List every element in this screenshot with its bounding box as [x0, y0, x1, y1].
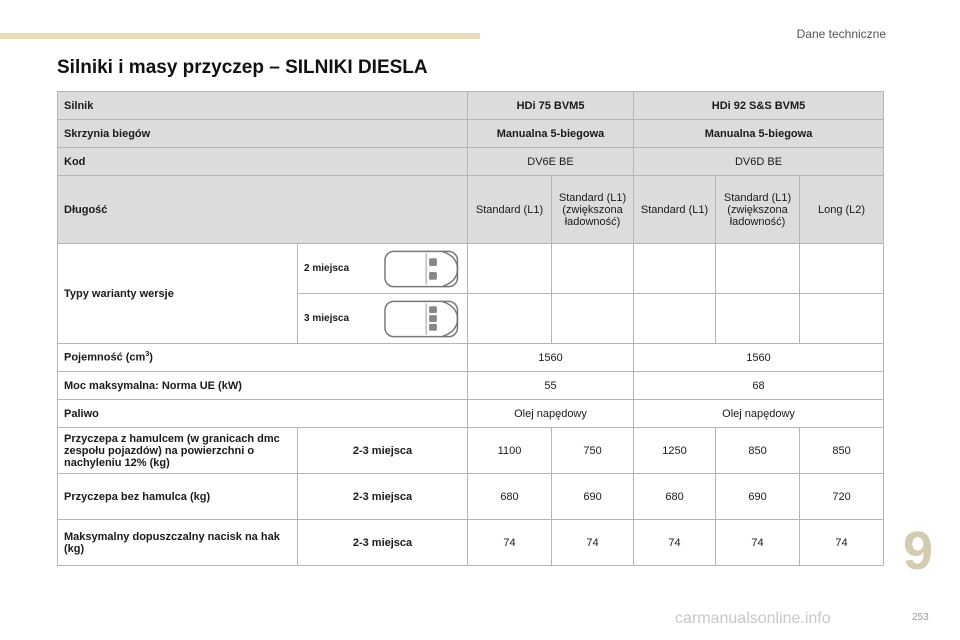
code-col2: DV6D BE	[634, 148, 884, 176]
row-sublabel: 2-3 miejsca	[298, 428, 468, 474]
section-name: Dane techniczne	[796, 27, 886, 41]
van-3-seats-icon	[383, 298, 461, 340]
variant-cell	[468, 294, 552, 344]
page-title: Silniki i masy przyczep – SILNIKI DIESLA	[57, 57, 428, 78]
chapter-number: 9	[903, 521, 934, 581]
nose-value: 74	[800, 520, 884, 566]
length-value: Standard (L1) (zwiększona ładowność)	[716, 176, 800, 244]
fuel-col2: Olej napędowy	[634, 400, 884, 428]
unbraked-value: 690	[552, 474, 634, 520]
unbraked-value: 680	[468, 474, 552, 520]
power-col2: 68	[634, 372, 884, 400]
table-row-capacity	[58, 344, 884, 372]
variant-cell	[800, 244, 884, 294]
row-label: Pojemność $(cm^3)$	[58, 344, 468, 372]
braked-value: 850	[716, 428, 800, 474]
unbraked-value: 680	[634, 474, 716, 520]
variant-cell	[552, 244, 634, 294]
braked-value: 750	[552, 428, 634, 474]
braked-value: 850	[800, 428, 884, 474]
table-row-braked-trailer	[58, 428, 884, 474]
row-sublabel: 2-3 miejsca	[298, 474, 468, 520]
code-col1: DV6E BE	[468, 148, 634, 176]
capacity-col1: 1560	[468, 344, 634, 372]
nose-value: 74	[468, 520, 552, 566]
watermark: carmanualsonline.info	[675, 610, 831, 627]
van-2-seats-icon	[383, 248, 461, 290]
braked-value: 1250	[634, 428, 716, 474]
variant-cell	[468, 244, 552, 294]
table-row-unbraked-trailer	[58, 474, 884, 520]
variant-cell	[552, 294, 634, 344]
table-row-length	[58, 176, 884, 244]
capacity-col2: 1560	[634, 344, 884, 372]
nose-value: 74	[716, 520, 800, 566]
gearbox-col1: Manualna 5-biegowa	[468, 120, 634, 148]
nose-value: 74	[634, 520, 716, 566]
row-sublabel: 2-3 miejsca	[298, 520, 468, 566]
engine-col2: HDi 92 S&S BVM5	[634, 92, 884, 120]
braked-value: 1100	[468, 428, 552, 474]
row-label: Silnik	[58, 92, 468, 120]
row-label: Przyczepa bez hamulca (kg)	[58, 474, 298, 520]
seats-3-label: 3 miejsca	[304, 313, 350, 324]
table-row-variants-2	[58, 244, 884, 294]
gearbox-col2: Manualna 5-biegowa	[634, 120, 884, 148]
table-row-code	[58, 148, 884, 176]
row-label: Kod	[58, 148, 468, 176]
variant-cell	[800, 294, 884, 344]
fuel-col1: Olej napędowy	[468, 400, 634, 428]
length-value: Standard (L1)	[468, 176, 552, 244]
table-row-gearbox	[58, 120, 884, 148]
variant-cell	[634, 244, 716, 294]
table-row-fuel	[58, 400, 884, 428]
engine-spec-table	[57, 91, 884, 566]
variant-cell	[716, 244, 800, 294]
engine-col1: HDi 75 BVM5	[468, 92, 634, 120]
row-label: Maksymalny dopuszczalny nacisk na hak (kg)	[58, 520, 298, 566]
table-row-power	[58, 372, 884, 400]
length-value: Standard (L1)	[634, 176, 716, 244]
row-label: Typy warianty wersje	[58, 244, 298, 344]
variant-cell	[634, 294, 716, 344]
seats-2-label: 2 miejsca	[304, 263, 350, 274]
row-label: Moc maksymalna: Norma UE (kW)	[58, 372, 468, 400]
length-value: Long (L2)	[800, 176, 884, 244]
seat-cell-2	[298, 244, 468, 294]
row-label: Długość	[58, 176, 468, 244]
variant-cell	[716, 294, 800, 344]
nose-value: 74	[552, 520, 634, 566]
top-accent-bar	[0, 33, 480, 39]
unbraked-value: 690	[716, 474, 800, 520]
length-value: Standard (L1) (zwiększona ładowność)	[552, 176, 634, 244]
unbraked-value: 720	[800, 474, 884, 520]
table-row-nose-weight	[58, 520, 884, 566]
page-number: 253	[912, 612, 929, 623]
power-col1: 55	[468, 372, 634, 400]
row-label: Przyczepa z hamulcem (w granicach dmc zespołu pojazdów) na powierzchni o nachyleniu 12% (kg)	[58, 428, 298, 474]
seat-cell-3	[298, 294, 468, 344]
row-label: Paliwo	[58, 400, 468, 428]
row-label: Skrzynia biegów	[58, 120, 468, 148]
table-row-engine	[58, 92, 884, 120]
